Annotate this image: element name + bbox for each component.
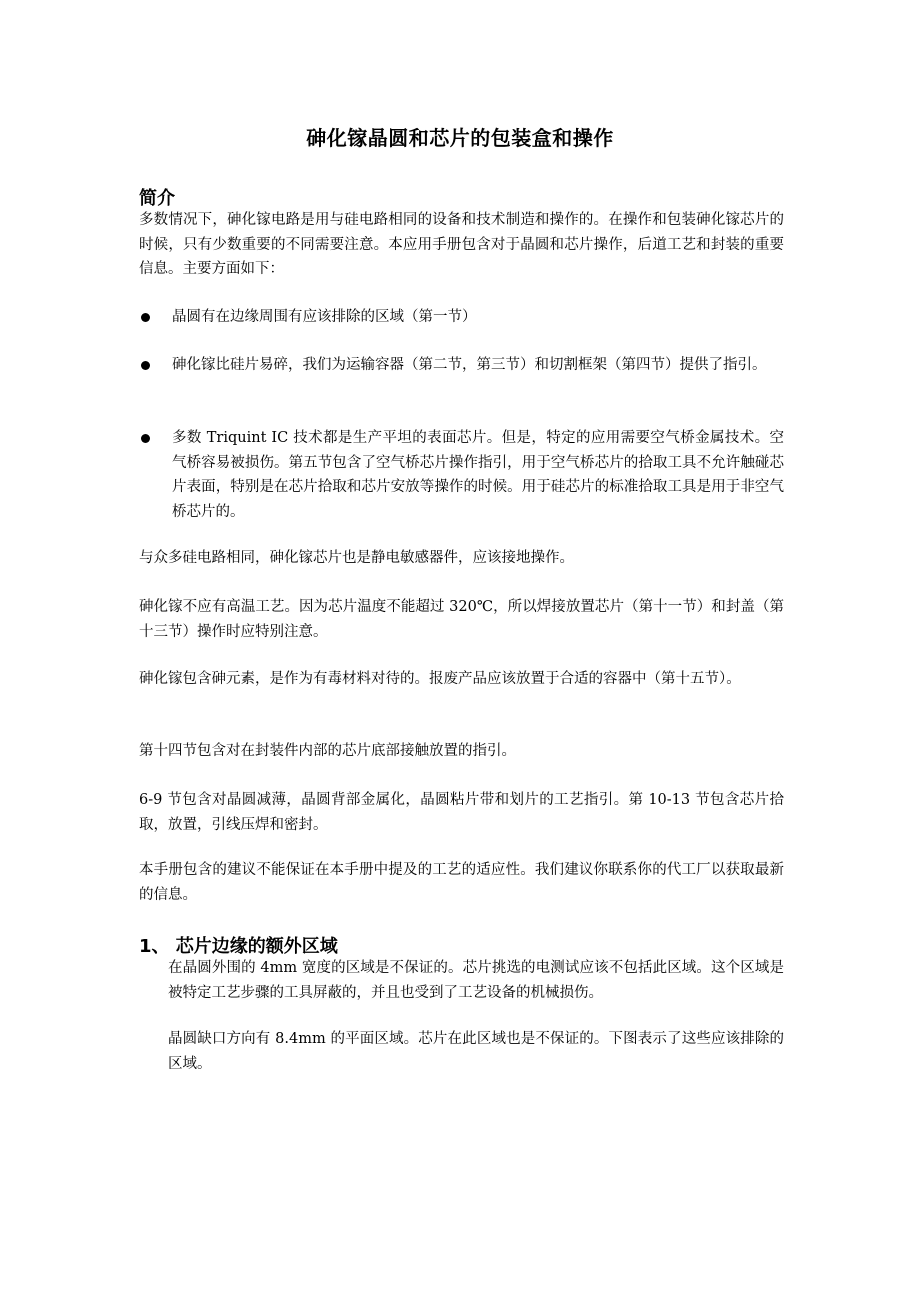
bullet-icon — [141, 313, 150, 322]
list-item-text: 晶圆有在边缘周围有应该排除的区域（第一节） — [172, 309, 477, 325]
section-1-paragraph: 晶圆缺口方向有 8.4mm 的平面区域。芯片在此区域也是不保证的。下图表示了这些应该排除的区域。 — [168, 1031, 784, 1072]
list-item-text: 多数 Triquint IC 技术都是生产平坦的表面芯片。但是，特定的应用需要空气桥金属技术。空气桥容易被损伤。第五节包含了空气桥芯片操作指引，用于空气桥芯片的拾取工具不允许触碰芯片表面，特别是在芯片拾取和芯片安放等操作的时候。用于硅芯片的标准拾取工具是用于非空气桥芯片的。 — [172, 430, 784, 520]
section-1-paragraph: 在晶圆外围的 4mm 宽度的区域是不保证的。芯片挑选的电测试应该不包括此区域。这个区域是被特定工艺步骤的工具屏蔽的，并且也受到了工艺设备的机械损伤。 — [168, 960, 784, 1001]
body-paragraph: 6-9 节包含对晶圆减薄，晶圆背部金属化，晶圆粘片带和划片的工艺指引。第 10-13 节包含芯片拾取，放置，引线压焊和密封。 — [139, 792, 784, 833]
body-paragraph: 砷化镓包含砷元素，是作为有毒材料对待的。报废产品应该放置于合适的容器中（第十五节）。 — [139, 671, 741, 687]
bullet-icon — [141, 361, 150, 370]
document-title: 砷化镓晶圆和芯片的包装盒和操作 — [306, 126, 614, 150]
intro-heading: 简介 — [139, 188, 175, 209]
body-paragraph: 与众多硅电路相同，砷化镓芯片也是静电敏感器件，应该接地操作。 — [139, 550, 574, 566]
body-paragraph: 砷化镓不应有高温工艺。因为芯片温度不能超过 320℃，所以焊接放置芯片（第十一节）和封盖（第十三节）操作时应特别注意。 — [139, 599, 784, 640]
intro-paragraph: 多数情况下，砷化镓电路是用与硅电路相同的设备和技术制造和操作的。在操作和包装砷化镓芯片的时候，只有少数重要的不同需要注意。本应用手册包含对于晶圆和芯片操作，后道工艺和封装的重要信息。主要方面如下： — [139, 212, 784, 277]
bullet-icon — [141, 434, 150, 443]
body-paragraph: 第十四节包含对在封装件内部的芯片底部接触放置的指引。 — [139, 743, 516, 759]
body-paragraph: 本手册包含的建议不能保证在本手册中提及的工艺的适应性。我们建议你联系你的代工厂以获取最新的信息。 — [139, 862, 784, 903]
list-item-text: 砷化镓比硅片易碎，我们为运输容器（第二节，第三节）和切割框架（第四节）提供了指引。 — [172, 357, 767, 373]
section-1-heading: 1、 芯片边缘的额外区域 — [139, 936, 338, 957]
